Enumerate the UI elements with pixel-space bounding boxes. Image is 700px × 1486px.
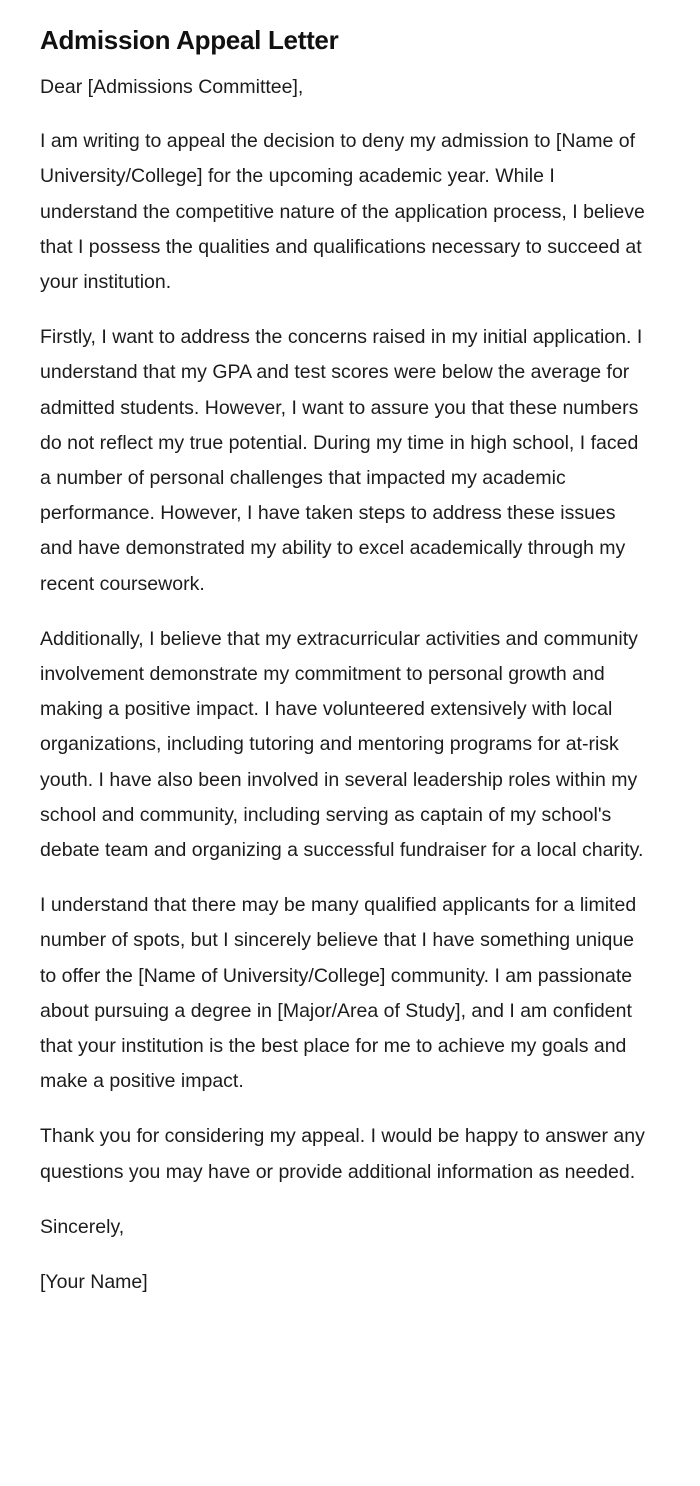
body-paragraph-1: I am writing to appeal the decision to deny my admission to [Name of University/College] for the upcoming academic year. While I understand the competitive nature of the application process, I believe that I possess the qualities and qualifications necessary to succeed at your institution. [40,130,645,294]
body-paragraph-4: I understand that there may be many qualified applicants for a limited number of spots, but I sincerely believe that I have something unique to offer the [Name of University/College] community. I am passionate about pursuing a degree in [Major/Area of Study], and I am confident that your institution is the best place for me to achieve my goals and make a positive impact. [40,894,637,1093]
page-title: Admission Appeal Letter [40,25,339,55]
signature: [Your Name] [40,1271,148,1294]
body-paragraph-2: Firstly, I want to address the concerns raised in my initial application. I understand that my GPA and test scores were below the average for admitted students. However, I want to assure you that these numbers do not reflect my true potential. During my time in high school, I faced a number of personal challenges that impacted my academic performance. However, I have taken steps to address these issues and have demonstrated my ability to excel academically through my recent coursework. [40,326,643,595]
letter [40,22,650,1320]
body-paragraph-5: Thank you for considering my appeal. I would be happy to answer any questions you may have or provide additional information as needed. [40,1125,645,1183]
salutation: Dear [Admissions Committee], [40,76,304,98]
closing: Sincerely, [40,1215,125,1238]
body-paragraph-3: Additionally, I believe that my extracurricular activities and community involvement demonstrate my commitment to personal growth and making a positive impact. I have volunteered extensively with local organizations, including tutoring and mentoring programs for at-risk youth. I have also been involved in several leadership roles within my school and community, including serving as captain of my school's debate team and organizing a successful fundraiser for a local charity. [40,627,644,862]
